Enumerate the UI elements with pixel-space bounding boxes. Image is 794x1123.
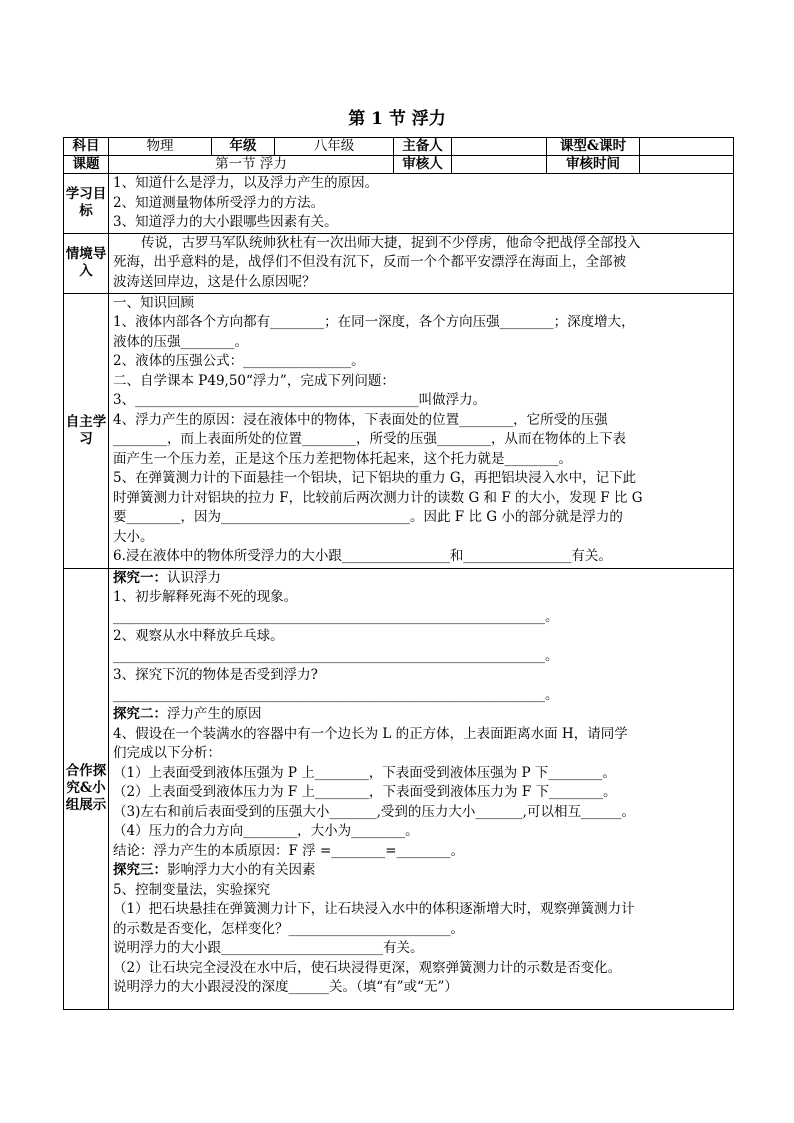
explore-1-text: 认识浮力 <box>167 569 221 586</box>
lesson-plan-table <box>63 137 734 1010</box>
self-study-line: 4、浮力产生的原因：浸在液体中的物体，下表面处的位置________，它所受的压强 <box>113 411 608 428</box>
topic-label: 课题 <box>64 156 109 174</box>
type-value <box>640 138 734 156</box>
type-label: 课型&课时 <box>547 138 640 156</box>
self-study-line: 要________，因为____________________________。因此 F 比 G 小的部分就是浮力的 <box>113 509 623 525</box>
reviewer-value <box>452 156 547 174</box>
question-1: 1、初步解释死海不死的现象。 <box>113 589 298 605</box>
intro-line: 死海，出乎意料的是，战俘们不但没有沉下，反而一个个都平安漂浮在海面上，全部被 <box>113 254 626 270</box>
goals-content <box>109 174 734 234</box>
self-study-line: ________，而上表面所处的位置________，所受的压强________，从而在物体的上下表 <box>113 431 626 447</box>
subject-label: 科目 <box>64 138 109 156</box>
self-study-line: 大小。 <box>113 528 154 545</box>
question-4-line: （1）上表面受到液体压强为 P 上________，下表面受到液体压强为 P 下________。 <box>113 764 616 781</box>
self-study-content <box>109 293 734 568</box>
question-4-line: （3)左右和前后表面受到的压强大小_______,受到的压力大小_______,可以相互______。 <box>113 803 635 820</box>
explore-2-title: 探究二： <box>113 706 167 722</box>
explore-3-title: 探究三： <box>113 862 167 878</box>
goal-line: 3、知道浮力的大小跟哪些因素有关。 <box>113 214 338 230</box>
cooperative-row <box>64 568 734 1009</box>
self-study-line: 一、知识回顾 <box>113 294 194 311</box>
topic-value: 第一节 浮力 <box>109 156 394 174</box>
question-4-line: 们完成以下分析： <box>113 745 221 761</box>
explore-3-heading <box>113 861 729 881</box>
question-5-line: 说明浮力的大小跟________________________有关。 <box>113 940 424 956</box>
explore-2-text: 浮力产生的原因 <box>167 706 262 722</box>
intro-row <box>64 233 734 293</box>
grade-value: 八年级 <box>275 138 394 156</box>
question-5-line: （1）把石块悬挂在弹簧测力计下，让石块浸入水中的体积逐渐增大时，观察弹簧测力计 <box>113 901 635 917</box>
goals-row <box>64 174 734 234</box>
self-study-line: 时弹簧测力计对铝块的拉力 F，比较前后两次测力计的读数 G 和 F 的大小，发现 F 比 G <box>113 489 643 506</box>
self-study-line: 液体的压强________。 <box>113 333 248 350</box>
self-study-line: 1、液体内部各个方向都有________；在同一深度，各个方向压强________；深度增大， <box>113 314 635 330</box>
self-study-line: 3、__________________________________________叫做浮力。 <box>113 392 487 408</box>
question-5-line: 的示数是否变化，怎样变化？________________________。 <box>113 920 464 937</box>
grade-label: 年级 <box>212 138 275 156</box>
self-study-label: 自主学习 <box>64 293 109 568</box>
self-study-row <box>64 293 734 568</box>
goal-line: 1、知道什么是浮力，以及浮力产生的原因。 <box>113 175 379 191</box>
question-4-line: 结论：浮力产生的本质原因：F 浮 =________=________。 <box>113 842 465 859</box>
cooperative-label: 合作探究&小组展示 <box>64 568 109 1009</box>
question-2: 2、观察从水中释放乒乓球。 <box>113 628 284 644</box>
explore-3-text: 影响浮力大小的有关因素 <box>167 862 316 878</box>
question-3: 3、探究下沉的物体是否受到浮力? <box>113 667 318 683</box>
goal-line: 2、知道测量物体所受浮力的方法。 <box>113 194 325 211</box>
self-study-line: 6.浸在液体中的物体所受浮力的大小跟________________和________________有关。 <box>113 548 612 564</box>
subject-value: 物理 <box>109 138 212 156</box>
question-5-line: 说明浮力的大小跟浸没的深度______关。（填“有”或“无”） <box>113 979 458 995</box>
question-5-line: （2）让石块完全浸没在水中后，使石块浸得更深，观察弹簧测力计的示数是否变化。 <box>113 959 622 976</box>
reviewer-label: 审核人 <box>394 156 452 174</box>
question-3-blank: ________________________________________________________________。 <box>113 686 559 703</box>
question-1-blank: ________________________________________________________________。 <box>113 608 559 625</box>
goals-label: 学习目标 <box>64 174 109 234</box>
question-4-line: （2）上表面受到液体压力为 F 上________，下表面受到液体压力为 F 下________。 <box>113 784 617 800</box>
self-study-line: 面产生一个压力差，正是这个压力差把物体托起来，这个托力就是________。 <box>113 450 572 467</box>
self-study-line: 2、液体的压强公式：________________。 <box>113 353 365 369</box>
question-4-line: （4）压力的合力方向________，大小为________。 <box>113 823 419 839</box>
intro-line: 波涛送回岸边，这是什么原因呢？ <box>113 273 316 290</box>
explore-2-heading <box>113 705 729 725</box>
intro-label: 情境导入 <box>64 233 109 293</box>
explore-1-title: 探究一： <box>113 569 167 586</box>
question-2-blank: ________________________________________________________________。 <box>113 647 559 664</box>
cooperative-content <box>109 568 734 1009</box>
header-row-2 <box>64 156 734 174</box>
question-5-line: 5、控制变量法，实验探究 <box>113 881 271 898</box>
intro-content <box>109 233 734 293</box>
self-study-line: 二、自学课本 P49,50“浮力”，完成下列问题： <box>113 372 395 389</box>
review-time-value <box>640 156 734 174</box>
intro-line: 传说，古罗马军队统帅狄杜有一次出师大捷，捉到不少俘虏，他命令把战俘全部投入 <box>141 234 641 251</box>
question-4-line: 4、假设在一个装满水的容器中有一个边长为 L 的正方体，上表面距离水面 H，请同学 <box>113 725 628 742</box>
preparer-value <box>452 138 547 156</box>
preparer-label: 主备人 <box>394 138 452 156</box>
header-row-1 <box>64 138 734 156</box>
self-study-line: 5、在弹簧测力计的下面悬挂一个铝块，记下铝块的重力 G，再把铝块浸入水中，记下此 <box>113 470 637 486</box>
page-title: 第 1 节 浮力 <box>348 109 446 129</box>
explore-1-heading <box>113 569 729 589</box>
review-time-label: 审核时间 <box>547 156 640 174</box>
